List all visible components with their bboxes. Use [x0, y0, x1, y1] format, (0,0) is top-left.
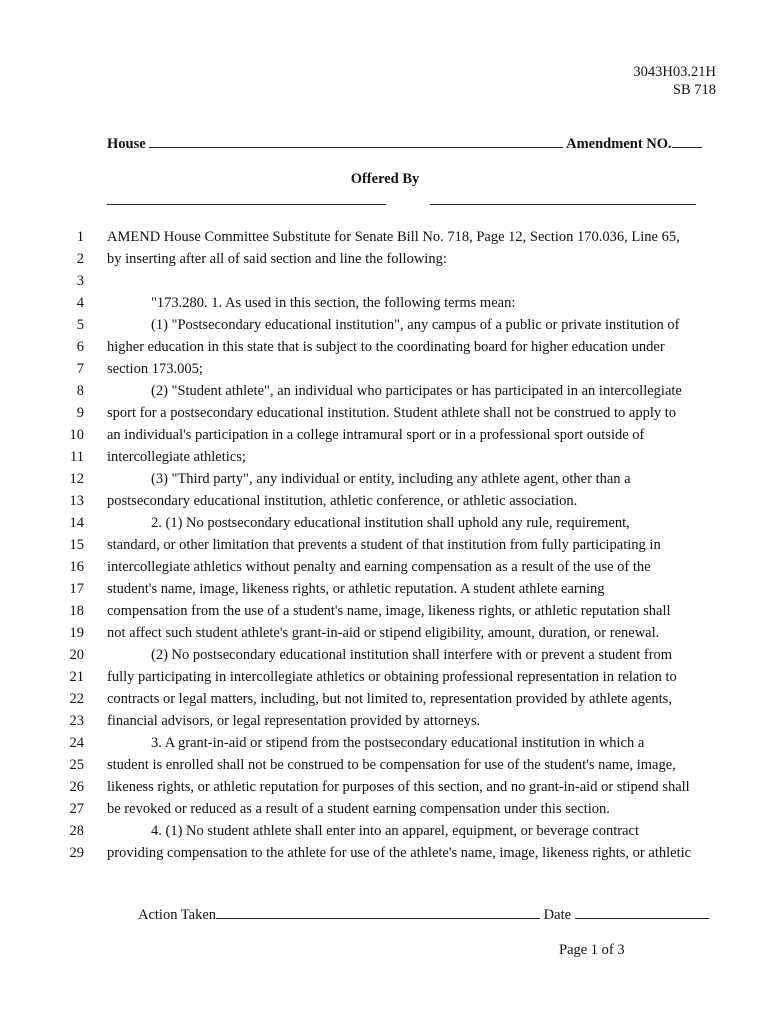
- date-label: Date: [543, 907, 572, 923]
- page-number: Page 1 of 3: [559, 942, 625, 958]
- line-number: 27: [69, 801, 84, 817]
- line-text: intercollegiate athletics;: [107, 449, 246, 465]
- line-number: 15: [69, 537, 84, 553]
- line-number: 6: [76, 339, 84, 355]
- line-number: 22: [69, 691, 84, 707]
- action-taken-label: Action Taken: [138, 907, 217, 923]
- line-text: (2) "Student athlete", an individual who participates or has participated in an intercollegiate: [151, 383, 682, 399]
- line-text: fully participating in intercollegiate athletics or obtaining professional representation in relation to: [107, 669, 677, 685]
- date-blank: [575, 906, 709, 919]
- line-number: 1: [76, 229, 84, 245]
- document-code: 3043H03.21H: [633, 64, 716, 80]
- line-text: higher education in this state that is subject to the coordinating board for higher education under: [107, 339, 665, 355]
- line-number: 9: [76, 405, 84, 421]
- line-text: an individual's participation in a college intramural sport or in a professional sport outside of: [107, 427, 645, 443]
- line-text: "173.280. 1. As used in this section, the following terms mean:: [151, 295, 516, 311]
- line-text: not affect such student athlete's grant-in-aid or stipend eligibility, amount, duration, or renewal.: [107, 625, 660, 641]
- bill-number: SB 718: [672, 82, 716, 98]
- offered-by-label: Offered By: [350, 171, 420, 187]
- offered-by-signature-line-right: [430, 204, 696, 205]
- line-number: 29: [69, 845, 84, 861]
- line-number: 4: [76, 295, 84, 311]
- line-number: 24: [69, 735, 84, 751]
- line-text: providing compensation to the athlete for use of the athlete's name, image, likeness rights, or athletic: [107, 845, 692, 861]
- line-text: sport for a postsecondary educational institution. Student athlete shall not be construed to apply to: [107, 405, 677, 421]
- line-number: 26: [69, 779, 84, 795]
- line-text: 4. (1) No student athlete shall enter into an apparel, equipment, or beverage contract: [151, 823, 639, 839]
- line-number: 11: [70, 449, 84, 465]
- line-number: 10: [69, 427, 84, 443]
- house-label: House: [107, 136, 146, 152]
- line-number: 16: [69, 559, 84, 575]
- line-text: section 173.005;: [107, 361, 203, 377]
- line-number: 19: [69, 625, 84, 641]
- line-text: 2. (1) No postsecondary educational institution shall uphold any rule, requirement,: [151, 515, 630, 531]
- line-number: 3: [76, 273, 84, 289]
- line-number: 8: [76, 383, 84, 399]
- house-blank: [149, 135, 563, 148]
- line-text: postsecondary educational institution, athletic conference, or athletic association.: [107, 493, 578, 509]
- amendment-number-blank: [672, 135, 702, 148]
- line-number: 12: [69, 471, 84, 487]
- line-number: 2: [76, 251, 84, 267]
- line-text: by inserting after all of said section and line the following:: [107, 251, 447, 267]
- line-number: 25: [69, 757, 84, 773]
- line-number: 14: [69, 515, 84, 531]
- house-amendment-line: [107, 135, 712, 153]
- line-text: financial advisors, or legal representation provided by attorneys.: [107, 713, 481, 729]
- line-text: 3. A grant-in-aid or stipend from the postsecondary educational institution in which a: [151, 735, 645, 751]
- line-number: 23: [69, 713, 84, 729]
- line-number: 18: [69, 603, 84, 619]
- line-number: 13: [69, 493, 84, 509]
- line-text: student is enrolled shall not be construed to be compensation for use of the student's name, image,: [107, 757, 676, 773]
- line-text: AMEND House Committee Substitute for Senate Bill No. 718, Page 12, Section 170.036, Line 65,: [107, 229, 680, 245]
- action-taken-line: [138, 906, 709, 924]
- line-text: standard, or other limitation that prevents a student of that institution from fully participating in: [107, 537, 661, 553]
- line-text: (3) "Third party", any individual or entity, including any athlete agent, other than a: [151, 471, 631, 487]
- line-text: compensation from the use of a student's name, image, likeness rights, or athletic reputation shall: [107, 603, 671, 619]
- line-number: 28: [69, 823, 84, 839]
- line-number: 17: [69, 581, 84, 597]
- line-number: 5: [76, 317, 84, 333]
- action-taken-blank: [216, 906, 540, 919]
- line-text: student's name, image, likeness rights, or athletic reputation. A student athlete earning: [107, 581, 605, 597]
- line-text: intercollegiate athletics without penalty and earning compensation as a result of the use of the: [107, 559, 651, 575]
- line-text: (1) "Postsecondary educational institution", any campus of a public or private institution of: [151, 317, 680, 333]
- line-number: 21: [69, 669, 84, 685]
- line-text: contracts or legal matters, including, but not limited to, representation provided by athlete agents,: [107, 691, 672, 707]
- line-text: (2) No postsecondary educational institution shall interfere with or prevent a student from: [151, 647, 673, 663]
- offered-by-signature-line-left: [107, 204, 386, 205]
- line-text: likeness rights, or athletic reputation for purposes of this section, and no grant-in-aid or stipend shall: [107, 779, 690, 795]
- line-number: 20: [69, 647, 84, 663]
- line-text: be revoked or reduced as a result of a student earning compensation under this section.: [107, 801, 610, 817]
- amendment-label: Amendment NO.: [566, 136, 672, 152]
- line-number: 7: [76, 361, 84, 377]
